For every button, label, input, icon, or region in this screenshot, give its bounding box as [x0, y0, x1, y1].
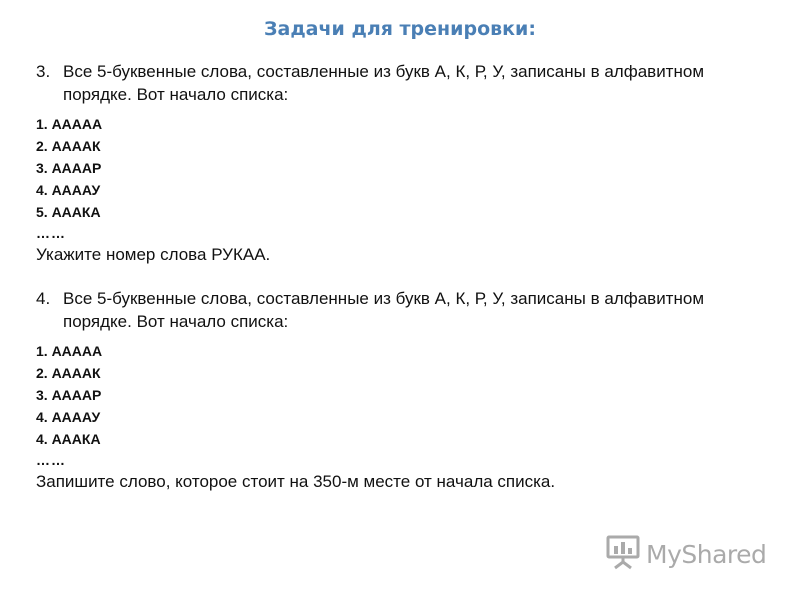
task-instruction: Укажите номер слова РУКАА. [36, 245, 271, 264]
list-item: 4. ААААУ [36, 409, 101, 425]
list-item: 4. АААКА [36, 431, 101, 447]
watermark-logo [606, 534, 766, 575]
task-question-text: Все 5-буквенные слова, составленные из букв А, К, Р, У, записаны в алфавитном порядке. Вот начало списка: [63, 289, 705, 331]
presentation-chart-icon [606, 534, 640, 575]
watermark-text: MyShared [646, 540, 767, 569]
list-ellipsis: …… [36, 452, 66, 468]
task-number: 3. [36, 62, 51, 81]
list-item: 4. ААААУ [36, 182, 101, 198]
list-ellipsis: …… [36, 225, 66, 241]
word-list [36, 340, 756, 450]
list-item: 2. ААААК [36, 365, 101, 381]
list-item: 5. АААКА [36, 204, 101, 220]
list-item: 3. ААААР [36, 160, 102, 176]
slide-title: Задачи для тренировки: [264, 18, 536, 40]
task-block [36, 287, 756, 494]
task-question [36, 60, 756, 106]
task-number: 4. [36, 289, 51, 308]
task-question [36, 287, 756, 333]
task-block [36, 60, 756, 267]
word-list [36, 113, 756, 223]
task-question-text: Все 5-буквенные слова, составленные из букв А, К, Р, У, записаны в алфавитном порядке. Вот начало списка: [63, 62, 705, 104]
list-item: 3. ААААР [36, 387, 102, 403]
list-item: 2. ААААК [36, 138, 101, 154]
list-item: 1. ААААА [36, 343, 103, 359]
task-instruction: Запишите слово, которое стоит на 350-м месте от начала списка. [36, 472, 556, 491]
list-item: 1. ААААА [36, 116, 103, 132]
